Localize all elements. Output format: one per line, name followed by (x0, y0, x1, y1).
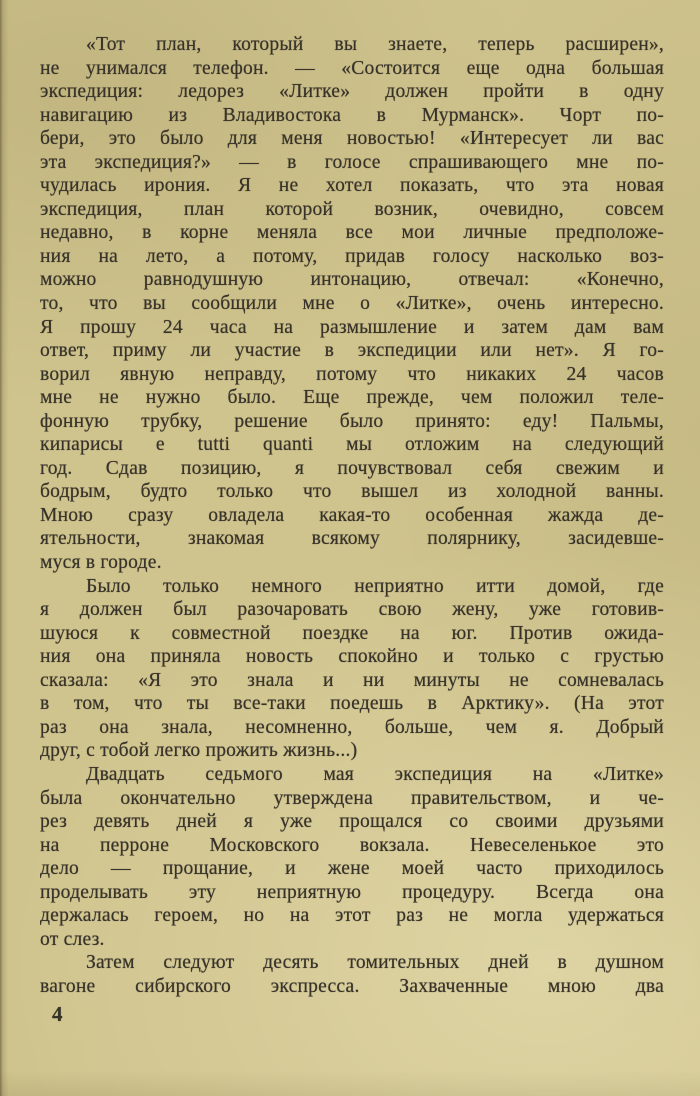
text-line: бери, это было для меня новостью! «Интересует ли вас (40, 128, 664, 150)
text-line: то, что вы сообщили мне о «Литке», очень интересно. (40, 293, 664, 315)
text-line: я должен был разочаровать свою жену, уже готовив- (40, 599, 664, 621)
text-line: муся в городе. (40, 552, 162, 574)
text-line: бодрым, будто только что вышел из холодной ванны. (40, 481, 664, 503)
text-line: мне не нужно было. Еще прежде, чем положил теле- (40, 387, 664, 409)
text-line: в том, что ты все-таки поедешь в Арктику». (На этот (40, 693, 664, 715)
text-line: недавно, в корне меняла все мои личные предположе- (40, 222, 664, 244)
page-text (40, 33, 664, 998)
text-line: шуюся к совместной поездке на юг. Против ожида- (40, 622, 664, 644)
page-number: 4 (52, 1002, 63, 1026)
text-line: раз она знала, несомненно, больше, чем я. Добрый (40, 716, 664, 738)
text-line: вагоне сибирского экспресса. Захваченные мною два (40, 975, 664, 997)
text-line: эта экспедиция?» — в голосе спрашивающего мне по- (40, 151, 664, 173)
text-line: ворил явную неправду, потому что никаких 24 часов (40, 363, 664, 385)
text-line: дело — прощание, и жене моей часто приходилось (40, 858, 664, 880)
text-line: «Тот план, который вы знаете, теперь расширен», (86, 34, 664, 55)
text-line: на перроне Московского вокзала. Невеселенькое это (40, 834, 664, 856)
text-line: экспедиция: ледорез «Литке» должен пройти в одну (40, 81, 664, 103)
text-line: кипарисы е tutti quanti мы отложим на следующий (40, 434, 664, 456)
text-line: не унимался телефон. — «Состоится еще одна большая (40, 57, 664, 79)
text-line: год. Сдав позицию, я почувствовал себя свежим и (40, 457, 664, 479)
text-line: держалась героем, но на этот раз не могла удержаться (40, 905, 664, 927)
text-line: Было только немного неприятно итти домой, где (86, 575, 664, 597)
text-line: ятельности, знакомая всякому полярнику, засидевше- (40, 528, 664, 550)
text-line: ния она приняла новость спокойно и только с грустью (40, 646, 664, 668)
text-line: экспедиция, план которой возник, очевидно, совсем (40, 198, 664, 220)
text-line: сказала: «Я это знала и ни минуты не сомневалась (40, 669, 664, 691)
text-line: от слез. (40, 928, 105, 950)
text-line: можно равнодушную интонацию, отвечал: «Конечно, (40, 269, 664, 291)
text-line: чудилась ирония. Я не хотел показать, что эта новая (40, 175, 664, 197)
text-line: фонную трубку, решение было принято: еду! Пальмы, (40, 410, 664, 432)
text-line: навигацию из Владивостока в Мурманск». Чорт по- (40, 104, 664, 126)
text-line: была окончательно утверждена правительством, и че- (40, 787, 664, 809)
text-line: Затем следуют десять томительных дней в душном (86, 952, 664, 974)
text-line: проделывать эту неприятную процедуру. Всегда она (40, 881, 664, 903)
text-line: Двадцать седьмого мая экспедиция на «Литке» (86, 763, 664, 785)
text-line: ответ, приму ли участие в экспедиции или нет». Я го- (40, 340, 664, 362)
text-line: друг, с тобой легко прожить жизнь...) (40, 740, 358, 762)
text-line: ния на лето, а потому, придав голосу насколько воз- (40, 245, 664, 267)
text-line: Я прошу 24 часа на размышление и затем дам вам (40, 316, 664, 338)
text-line: Мною сразу овладела какая-то особенная жажда де- (40, 504, 664, 526)
text-line: рез девять дней я уже прощался со своими друзьями (40, 811, 664, 833)
